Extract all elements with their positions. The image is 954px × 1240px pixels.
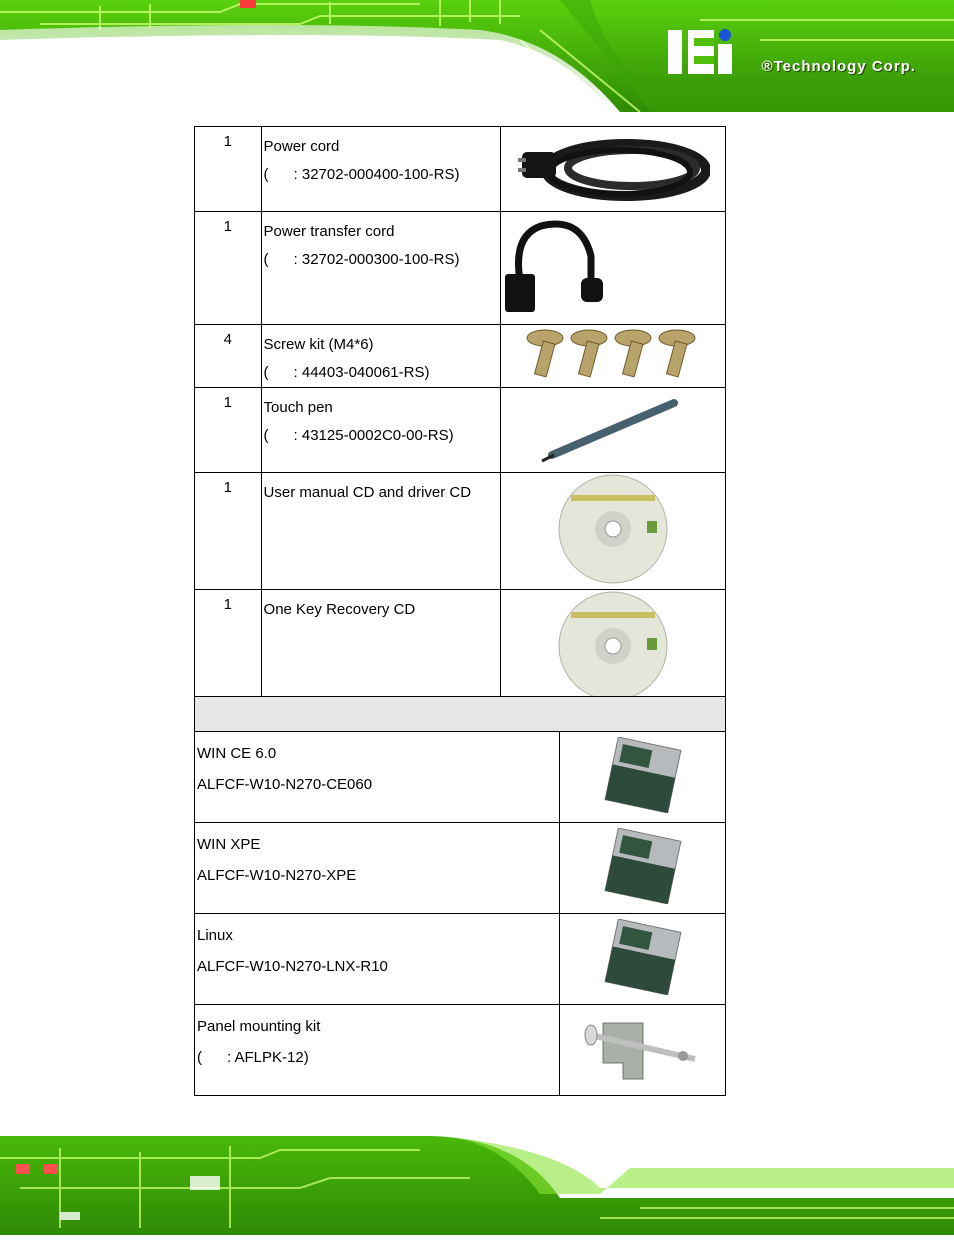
image-cell bbox=[560, 1005, 726, 1096]
table-row bbox=[195, 388, 726, 473]
image-cell bbox=[501, 127, 726, 212]
screws-image bbox=[523, 328, 703, 380]
item-part: ( : 32702-000300-100-RS) bbox=[263, 251, 460, 268]
packing-list-table bbox=[194, 126, 726, 707]
desc-cell bbox=[195, 823, 560, 914]
cd-image bbox=[557, 473, 669, 585]
item-part: ALFCF-W10-N270-CE060 bbox=[197, 776, 373, 793]
qty-cell: 4 bbox=[195, 325, 262, 388]
cf-card-image bbox=[603, 737, 683, 813]
table-row bbox=[195, 590, 726, 707]
item-part: ( : 43125-0002C0-00-RS) bbox=[263, 427, 454, 444]
item-name: Power transfer cord bbox=[263, 223, 395, 240]
table-row bbox=[195, 325, 726, 388]
cf-card-image bbox=[603, 828, 683, 904]
power-transfer-cord-image bbox=[501, 216, 611, 316]
table-header-row bbox=[195, 697, 726, 732]
image-cell bbox=[501, 388, 726, 473]
desc-cell bbox=[195, 1005, 560, 1096]
item-part: ( : 32702-000400-100-RS) bbox=[263, 166, 460, 183]
image-cell bbox=[501, 473, 726, 590]
cd-image bbox=[557, 590, 669, 702]
item-part: ( : 44403-040061-RS) bbox=[263, 364, 430, 381]
touch-pen-image bbox=[538, 393, 688, 463]
table-row bbox=[195, 1005, 726, 1096]
desc-cell bbox=[261, 590, 501, 707]
item-name: WIN CE 6.0 bbox=[197, 745, 277, 762]
cf-card-image bbox=[603, 919, 683, 995]
item-part: ALFCF-W10-N270-XPE bbox=[197, 867, 357, 884]
item-name: Panel mounting kit bbox=[197, 1018, 321, 1035]
desc-cell bbox=[195, 732, 560, 823]
image-cell bbox=[501, 590, 726, 707]
table-row bbox=[195, 212, 726, 325]
desc-cell bbox=[261, 127, 501, 212]
table-row bbox=[195, 473, 726, 590]
qty-cell: 1 bbox=[195, 127, 262, 212]
power-cord-image bbox=[516, 132, 710, 202]
item-name: Touch pen bbox=[263, 399, 333, 416]
qty-cell: 1 bbox=[195, 388, 262, 473]
item-name: Power cord bbox=[263, 138, 340, 155]
header-banner bbox=[0, 0, 954, 112]
table-row bbox=[195, 127, 726, 212]
item-name: Screw kit (M4*6) bbox=[263, 336, 374, 353]
desc-cell bbox=[261, 388, 501, 473]
footer-banner bbox=[0, 1128, 954, 1235]
desc-cell bbox=[195, 914, 560, 1005]
image-cell bbox=[501, 325, 726, 388]
mounting-kit-image bbox=[583, 1013, 703, 1083]
table-row bbox=[195, 732, 726, 823]
item-name: One Key Recovery CD bbox=[263, 601, 416, 618]
item-part: ALFCF-W10-N270-LNX-R10 bbox=[197, 958, 388, 975]
item-part: ( : AFLPK-12) bbox=[197, 1049, 309, 1066]
image-cell bbox=[560, 914, 726, 1005]
desc-cell bbox=[261, 212, 501, 325]
image-cell bbox=[560, 823, 726, 914]
desc-cell bbox=[261, 473, 501, 590]
table-row bbox=[195, 914, 726, 1005]
desc-cell bbox=[261, 325, 501, 388]
brand-name: ®Technology Corp. bbox=[761, 58, 916, 75]
item-name: User manual CD and driver CD bbox=[263, 484, 472, 501]
optional-header bbox=[195, 697, 726, 732]
image-cell bbox=[560, 732, 726, 823]
qty-cell: 1 bbox=[195, 590, 262, 707]
qty-cell: 1 bbox=[195, 212, 262, 325]
item-name: Linux bbox=[197, 927, 233, 944]
image-cell bbox=[501, 212, 726, 325]
qty-cell: 1 bbox=[195, 473, 262, 590]
table-row bbox=[195, 823, 726, 914]
optional-items-table bbox=[194, 696, 726, 1096]
iei-logo bbox=[668, 29, 732, 74]
item-name: WIN XPE bbox=[197, 836, 261, 853]
